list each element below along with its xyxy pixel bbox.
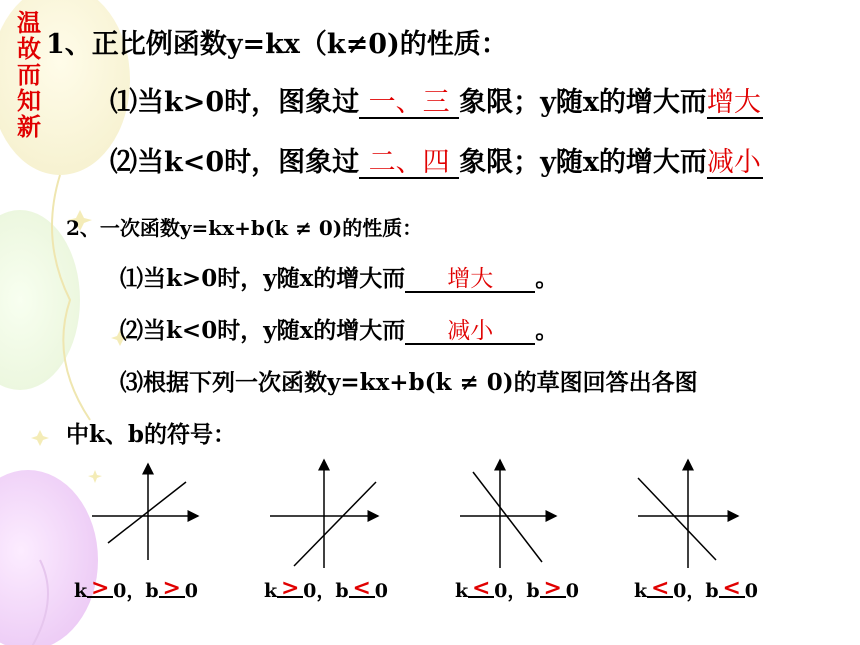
graph-3-signs bbox=[455, 576, 579, 603]
line-text: ⑴当k>0时，y随x的增大而 bbox=[120, 265, 406, 292]
graph-line bbox=[473, 472, 542, 562]
b-sign: > bbox=[540, 580, 566, 598]
k-sign: < bbox=[468, 580, 494, 598]
section2-line4: 中k、b的符号： bbox=[66, 421, 237, 448]
k-sign: > bbox=[87, 580, 113, 598]
graph-line bbox=[108, 482, 186, 543]
section2-line3: ⑶根据下列一次函数y=kx+b(k ≠ 0)的草图回答出各图 bbox=[120, 369, 698, 396]
side-title-char: 而 bbox=[17, 60, 41, 89]
line-text: ⑵当k<0时，图象过 bbox=[110, 147, 360, 178]
graph-3 bbox=[460, 460, 556, 568]
line-text: 象限；y随x的增大而 bbox=[459, 147, 707, 178]
answer-text: 二、四 bbox=[368, 147, 450, 178]
graph-line bbox=[294, 482, 376, 566]
section1-title: 1、正比例函数y=kx（k≠0)的性质： bbox=[46, 29, 508, 60]
side-title-char: 知 bbox=[17, 86, 41, 115]
b-sign: < bbox=[349, 580, 375, 598]
graph-1 bbox=[92, 464, 198, 560]
line-text: 象限；y随x的增大而 bbox=[459, 87, 707, 118]
k-sign: > bbox=[277, 580, 303, 598]
graph-2-signs bbox=[264, 576, 388, 603]
side-title-char: 故 bbox=[17, 34, 41, 63]
side-title-char: 新 bbox=[17, 112, 41, 141]
answer-text: 增大 bbox=[706, 87, 761, 118]
line-text: ⑵当k<0时，y随x的增大而 bbox=[120, 317, 406, 344]
separator: 0，b bbox=[303, 580, 349, 602]
graph-4 bbox=[638, 460, 738, 568]
k-label: k bbox=[634, 580, 648, 602]
k-label: k bbox=[264, 580, 278, 602]
graph-2 bbox=[270, 460, 378, 568]
side-title-char: 温 bbox=[17, 8, 41, 37]
b-sign: > bbox=[159, 580, 185, 598]
line-text: ⑴当k>0时，图象过 bbox=[110, 87, 360, 118]
graph-4-signs bbox=[634, 576, 758, 603]
k-label: k bbox=[455, 580, 469, 602]
answer-text: 增大 bbox=[447, 266, 494, 292]
tail: 0 bbox=[744, 580, 758, 602]
line-text: 。 bbox=[535, 265, 559, 292]
graph-1-signs bbox=[74, 576, 198, 603]
tail: 0 bbox=[565, 580, 579, 602]
tail: 0 bbox=[184, 580, 198, 602]
separator: 0，b bbox=[113, 580, 159, 602]
k-sign: < bbox=[647, 580, 673, 598]
tail: 0 bbox=[374, 580, 388, 602]
separator: 0，b bbox=[673, 580, 719, 602]
graph-line bbox=[638, 478, 716, 560]
line-text: 。 bbox=[535, 317, 559, 344]
k-label: k bbox=[74, 580, 88, 602]
separator: 0，b bbox=[494, 580, 540, 602]
section2-title: 2、一次函数y=kx+b(k ≠ 0)的性质： bbox=[66, 216, 423, 240]
answer-text: 减小 bbox=[447, 318, 494, 344]
answer-text: 减小 bbox=[706, 147, 761, 178]
answer-text: 一、三 bbox=[368, 87, 450, 118]
b-sign: < bbox=[719, 580, 745, 598]
